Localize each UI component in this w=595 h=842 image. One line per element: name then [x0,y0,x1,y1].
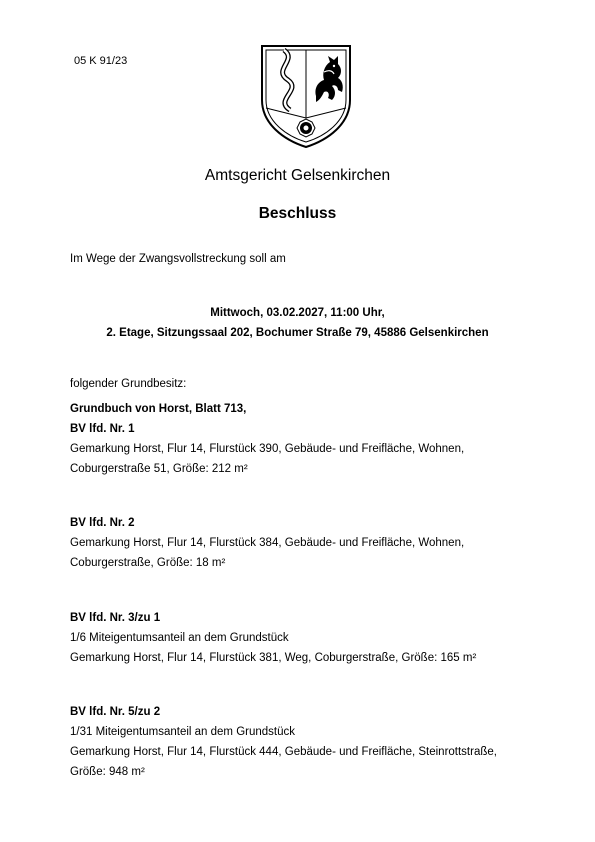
entry-number: BV lfd. Nr. 2 [70,517,135,529]
property-label: folgender Grundbesitz: [70,378,187,390]
entry-line: Coburgerstraße 51, Größe: 212 m² [70,463,248,475]
entry-line: 1/31 Miteigentumsanteil an dem Grundstück [70,726,296,738]
property-entry-1 [70,399,540,479]
hearing-location: 2. Etage, Sitzungssaal 202, Bochumer Straße 79, 45886 Gelsenkirchen [106,327,489,339]
entry-number: BV lfd. Nr. 5/zu 2 [70,706,161,718]
case-number: 05 K 91/23 [74,55,128,67]
entry-line: 1/6 Miteigentumsanteil an dem Grundstück [70,632,289,644]
entry-number: BV lfd. Nr. 1 [70,423,135,435]
coat-of-arms-icon [258,42,354,150]
entry-line: Gemarkung Horst, Flur 14, Flurstück 381, Weg, Coburgerstraße, Größe: 165 m² [70,652,477,664]
document-title: Beschluss [258,205,337,222]
hearing-details [0,303,595,343]
land-register: Grundbuch von Horst, Blatt 713, [70,403,247,415]
entry-line: Gemarkung Horst, Flur 14, Flurstück 444, Gebäude- und Freifläche, Steinrottstraße, [70,746,497,758]
property-intro [70,374,540,394]
entry-line: Coburgerstraße, Größe: 18 m² [70,557,226,569]
property-entry-2 [70,513,540,573]
intro-text: Im Wege der Zwangsvollstreckung soll am [70,253,286,265]
entry-number: BV lfd. Nr. 3/zu 1 [70,612,161,624]
court-name: Amtsgericht Gelsenkirchen [204,167,391,184]
entry-line: Gemarkung Horst, Flur 14, Flurstück 390, Gebäude- und Freifläche, Wohnen, [70,443,465,455]
hearing-date: Mittwoch, 03.02.2027, 11:00 Uhr, [210,307,385,319]
property-entry-3 [70,608,540,668]
entry-line: Gemarkung Horst, Flur 14, Flurstück 384, Gebäude- und Freifläche, Wohnen, [70,537,465,549]
property-entry-4 [70,702,540,782]
entry-line: Größe: 948 m² [70,766,145,778]
